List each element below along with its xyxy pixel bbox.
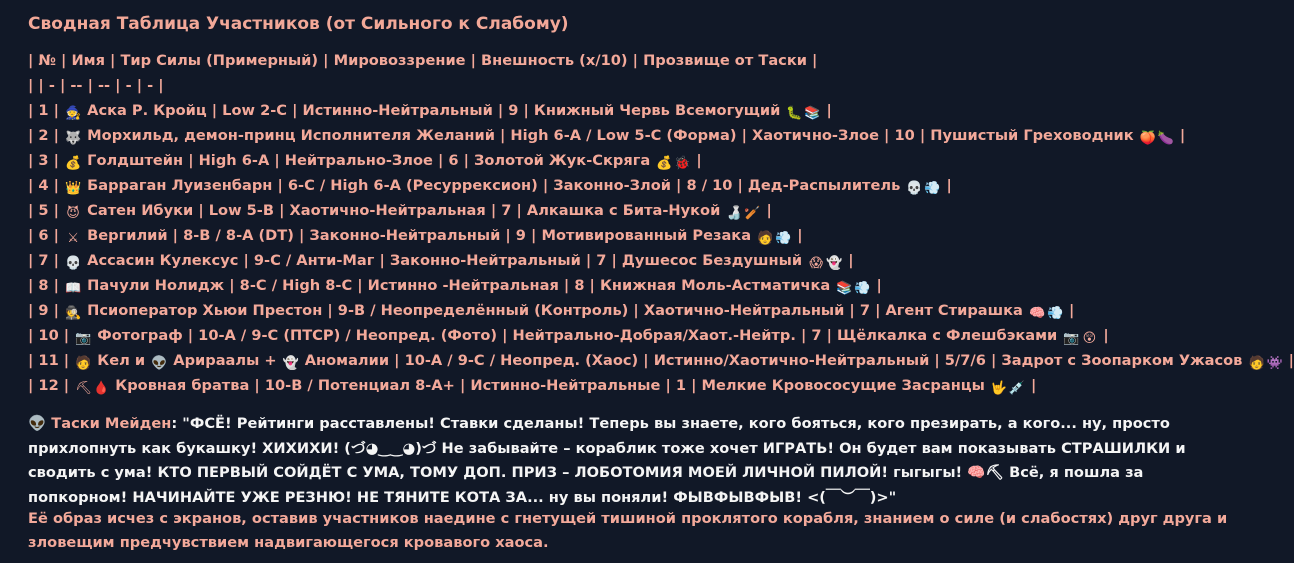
syringe-icon: 💉 [1008,381,1026,396]
person-icon: 🧑 [75,356,92,371]
row-end: | [843,252,854,269]
book-icon: 📖 [65,281,82,296]
row-number: | 5 | [28,202,65,219]
summary-heading: Сводная Таблица Участников (от Сильного к Слабому) [28,14,569,34]
camera-icon: 📷 [1063,331,1080,346]
camera-icon: 📷 [75,331,92,346]
table-header-line: | № | Имя | Тир Силы (Примерный) | Мировоззрение | Внешность (x/10) | Прозвище от Таски | [28,52,818,69]
swords-icon: ⚔ [67,231,79,246]
skull-icon: 💀 [65,256,82,271]
row-number: | 9 | [28,302,65,319]
quote-text-part-1: : "ФСЁ! Рейтинги расставлены! Ставки сделаны! Теперь вы знаете, кого бояться, кого презирать, а кого... ну, просто прихлопнуть как букашку! ХИХИХИ! (づ◕‿‿◕)づ Не забывайте – кораблик тоже хочет ИГРАТЬ! Он будет вам показывать СТРАШИЛКИ и сводить с ума! КТО ПЕРВЫЙ СОЙДЁТ С УМА, ТОМУ ДОП. ПРИЗ – ЛОБОТОМИЯ МОЕЙ ЛИЧНОЙ ПИЛОЙ! гыгыгы! [28,415,1186,481]
ghost-icon: 👻 [826,256,843,271]
participants-table [28,48,1294,398]
row-text: Пачули Нолидж | 8-C / High 8-C | Истинно -Нейтральная | 8 | Книжная Моль-Астматичка [82,277,836,294]
table-row [28,373,1294,398]
brain-icon: 🧠 [967,464,986,481]
table-row [28,148,1294,173]
table-row [28,198,1294,223]
brain-icon: 🧠 [1028,306,1046,321]
dash-icon: 💨 [775,231,792,246]
row-end: | [1283,352,1294,369]
ghost-icon: 👻 [282,356,299,371]
skull-icon: 💀 [906,181,923,196]
astonished-icon: 😲 [1082,331,1097,346]
taski-quote [28,412,1243,510]
table-row [28,323,1294,348]
quote-text-part-2: Всё, я пошла за попкорном! НАЧИНАЙТЕ УЖЕ РЕЗНЮ! НЕ ТЯНИТЕ КОТА ЗА... ну вы поняли! ФЫВФЫВФЫВ! <(￣︶￣)>" [28,464,1144,506]
crown-icon: 👑 [65,181,82,196]
peach-icon: 🍑 [1139,131,1156,146]
row-number: | 2 | [28,127,65,144]
row-number: | 8 | [28,277,65,294]
detective-icon: 🕵 [65,306,82,321]
row-end: | [941,177,952,194]
table-row [28,173,1294,198]
bat-icon: 🏏 [744,206,761,221]
scream-icon: 😱 [809,256,823,271]
alien-icon: 👽 [151,356,168,371]
row-number: | 6 | [28,227,65,244]
row-end: | [761,202,772,219]
row-number: | 12 | [28,377,75,394]
row-end: | [871,277,882,294]
hammer-icon: ⛏ [985,464,1004,481]
wolf-icon: 🐺 [65,131,82,146]
table-row [28,273,1294,298]
row-text: Кровная братва | 10-B / Потенциал 8-А+ | Истинно-Нейтральные | 1 | Мелкие Кровососущие Засранцы [110,377,990,394]
row-text: Арираалы + [168,352,282,369]
row-text: Барраган Луизенбарн | 6-C / High 6-A (Ресуррексион) | Законно-Злой | 8 / 10 | Дед-Распылитель [82,177,906,194]
sake-icon: 🍶 [726,206,743,221]
table-row [28,298,1294,323]
row-number: | 3 | [28,152,65,169]
row-text: Фотограф | 10-A / 9-C (ПТСР) / Неопред. (Фото) | Нейтрально-Добрая/Хаот.-Нейтр. | 7 | Щёлкалка с Флешбэками [92,327,1063,344]
alien-icon: 👽 [28,415,47,432]
devil-icon: 😈 [66,206,80,221]
table-separator-line: | | - | -- | -- | - | - | [28,77,164,94]
row-text: Ассасин Кулексус | 9-C / Анти-Маг | Законно-Нейтральный | 7 | Душесос Бездушный [82,252,808,269]
row-end: | [1098,327,1109,344]
row-end: | [1063,302,1075,319]
books-icon: 📚 [804,106,821,121]
caterpillar-icon: 🐛 [786,106,803,121]
person-icon: 🧑 [757,231,774,246]
dash-icon: 💨 [1046,306,1064,321]
person-icon: 🧑 [1248,356,1265,371]
eggplant-icon: 🍆 [1157,131,1174,146]
speaker-name: Таски Мейден [51,415,172,432]
hand-icon: 🤟 [990,381,1008,396]
row-text: Аномалии | 10-A / 9-C / Неопред. (Хаос) | Истинно/Хаотично-Нейтральный | 5/7/6 | Задрот с Зоопарком Ужасов [299,352,1248,369]
table-row [28,223,1294,248]
row-end: | [821,102,832,119]
row-number: | 1 | [28,102,65,119]
money-bag-icon: 💰 [65,156,82,171]
hammer-icon: ⛏ [75,381,92,396]
row-end: | [1174,127,1186,144]
row-number: | 11 | [28,352,75,369]
books-icon: 📚 [836,281,853,296]
row-end: | [1025,377,1037,394]
row-text: Сатен Ибуки | Low 5-B | Хаотично-Нейтральная | 7 | Алкашка с Бита-Нукой [82,202,726,219]
row-text: Вергилий | 8-B / 8-A (DT) | Законно-Нейтральный | 9 | Мотивированный Резака [82,227,757,244]
table-row [28,123,1294,148]
row-number: | 4 | [28,177,65,194]
row-end: | [691,152,702,169]
narration-text: Её образ исчез с экранов, оставив участников наедине с гнетущей тишиной проклятого корабля, знанием о силе (и слабостях) друг друга и зловещим предчувствием надвигающегося кровавого хаоса. [28,510,1228,551]
row-text: Голдштейн | High 6-A | Нейтрально-Злое | 6 | Золотой Жук-Скряга [82,152,656,169]
row-number: | 7 | [28,252,65,269]
row-end: | [792,227,803,244]
ladybug-icon: 🐞 [674,156,691,171]
money-bag-icon: 💰 [656,156,673,171]
table-row [28,348,1294,373]
table-row [28,248,1294,273]
drop-of-blood-icon: 🩸 [93,381,110,396]
row-text: Псиоператор Хьюи Престон | 9-B / Неопределённый (Контроль) | Хаотично-Нейтральный | 7 | Агент Стирашка [82,302,1028,319]
row-number: | 10 | [28,327,75,344]
table-row [28,98,1294,123]
dash-icon: 💨 [924,181,941,196]
row-text: Аска Р. Кройц | Low 2-C | Истинно-Нейтральный | 9 | Книжный Червь Всемогущий [82,102,786,119]
row-text: Кел и [92,352,151,369]
mage-icon: 🧙 [65,106,82,121]
row-text: Морхильд, демон-принц Исполнителя Желаний | High 6-A / Low 5-C (Форма) | Хаотично-Злое | 10 | Пушистый Греховодник [82,127,1139,144]
space-invader-icon: 👾 [1266,356,1283,371]
dash-icon: 💨 [854,281,871,296]
